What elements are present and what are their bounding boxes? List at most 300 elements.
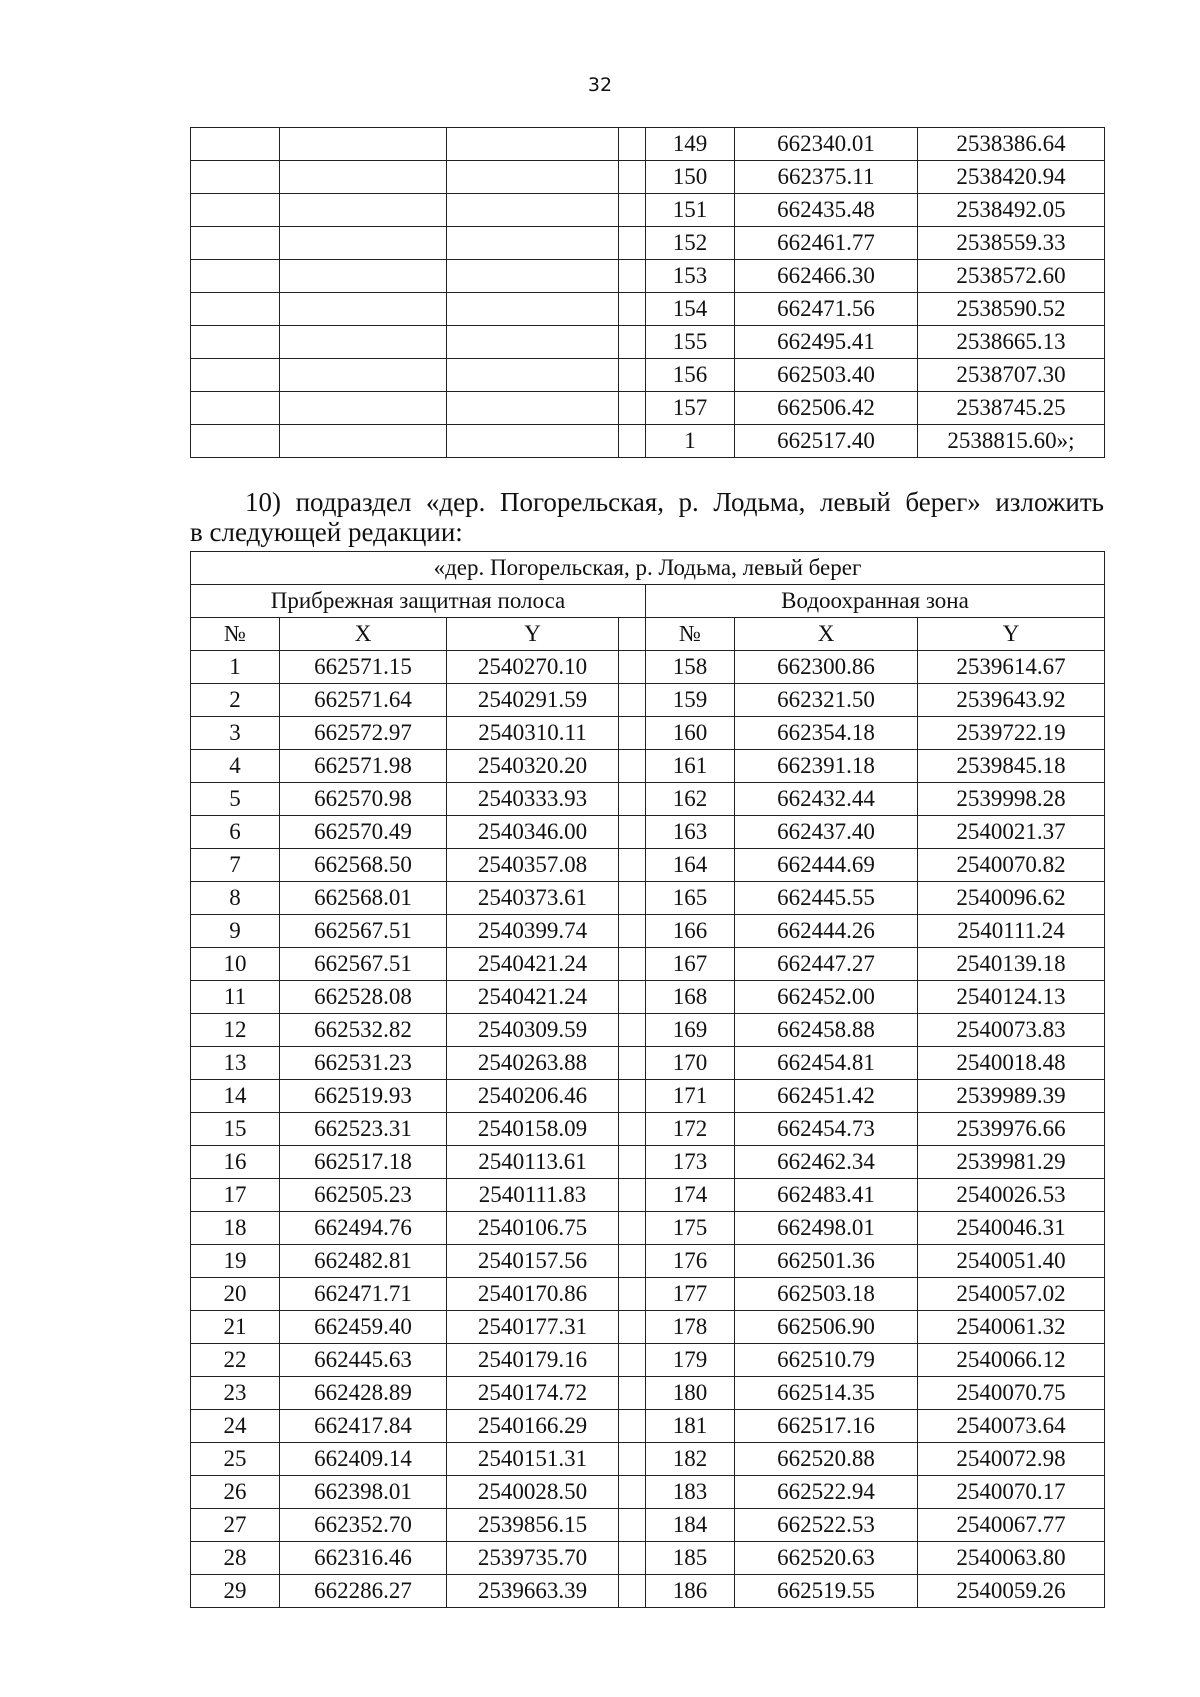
point-number: 24 xyxy=(191,1410,280,1443)
y-coordinate: 2539976.66 xyxy=(918,1113,1105,1146)
y-coordinate: 2540124.13 xyxy=(918,981,1105,1014)
point-number: 153 xyxy=(646,260,735,293)
y-coordinate: 2540111.24 xyxy=(918,915,1105,948)
x-coordinate: 662428.89 xyxy=(280,1377,447,1410)
table-row xyxy=(191,359,1105,392)
point-number: 172 xyxy=(646,1113,735,1146)
y-coordinate: 2540151.31 xyxy=(447,1443,619,1476)
point-number: 157 xyxy=(646,392,735,425)
y-coordinate: 2538492.05 xyxy=(918,194,1105,227)
point-number: 161 xyxy=(646,750,735,783)
point-number: 159 xyxy=(646,684,735,717)
empty-cell xyxy=(280,194,447,227)
x-coordinate: 662482.81 xyxy=(280,1245,447,1278)
y-coordinate: 2540113.61 xyxy=(447,1146,619,1179)
point-number: 184 xyxy=(646,1509,735,1542)
x-coordinate: 662514.35 xyxy=(735,1377,918,1410)
x-coordinate: 662494.76 xyxy=(280,1212,447,1245)
y-coordinate: 2538420.94 xyxy=(918,161,1105,194)
y-coordinate: 2540421.24 xyxy=(447,948,619,981)
x-coordinate: 662398.01 xyxy=(280,1476,447,1509)
empty-cell xyxy=(619,194,646,227)
empty-cell xyxy=(619,326,646,359)
point-number: 158 xyxy=(646,651,735,684)
table-row xyxy=(191,1212,1105,1245)
spacer-cell xyxy=(619,1278,646,1311)
point-number: 168 xyxy=(646,981,735,1014)
point-number: 15 xyxy=(191,1113,280,1146)
x-coordinate: 662520.88 xyxy=(735,1443,918,1476)
x-coordinate: 662447.27 xyxy=(735,948,918,981)
x-coordinate: 662451.42 xyxy=(735,1080,918,1113)
y-coordinate: 2539663.39 xyxy=(447,1575,619,1608)
table-row xyxy=(191,1377,1105,1410)
x-coordinate: 662483.41 xyxy=(735,1179,918,1212)
point-number: 163 xyxy=(646,816,735,849)
y-coordinate: 2540057.02 xyxy=(918,1278,1105,1311)
point-number: 160 xyxy=(646,717,735,750)
point-number: 17 xyxy=(191,1179,280,1212)
table-row xyxy=(191,161,1105,194)
y-coordinate: 2538386.64 xyxy=(918,128,1105,161)
point-number: 173 xyxy=(646,1146,735,1179)
point-number: 9 xyxy=(191,915,280,948)
empty-cell xyxy=(191,128,280,161)
point-number: 20 xyxy=(191,1278,280,1311)
spacer-cell xyxy=(619,1575,646,1608)
point-number: 185 xyxy=(646,1542,735,1575)
x-coordinate: 662316.46 xyxy=(280,1542,447,1575)
y-coordinate: 2540421.24 xyxy=(447,981,619,1014)
spacer-cell xyxy=(619,684,646,717)
empty-cell xyxy=(447,161,619,194)
table-row xyxy=(191,1443,1105,1476)
point-number: 29 xyxy=(191,1575,280,1608)
point-number: 180 xyxy=(646,1377,735,1410)
spacer-cell xyxy=(619,1179,646,1212)
paragraph-line-2: в следующей редакции: xyxy=(190,517,463,547)
y-coordinate: 2539981.29 xyxy=(918,1146,1105,1179)
x-coordinate: 662444.26 xyxy=(735,915,918,948)
table-row xyxy=(191,1179,1105,1212)
y-coordinate: 2540111.83 xyxy=(447,1179,619,1212)
y-coordinate: 2540270.10 xyxy=(447,651,619,684)
x-coordinate: 662435.48 xyxy=(735,194,918,227)
point-number: 27 xyxy=(191,1509,280,1542)
table-row xyxy=(191,684,1105,717)
spacer-cell xyxy=(619,849,646,882)
empty-cell xyxy=(191,260,280,293)
spacer-cell xyxy=(619,783,646,816)
point-number: 169 xyxy=(646,1014,735,1047)
y-coordinate: 2540070.17 xyxy=(918,1476,1105,1509)
y-coordinate: 2539722.19 xyxy=(918,717,1105,750)
table-row xyxy=(191,326,1105,359)
spacer-cell xyxy=(619,1509,646,1542)
x-coordinate: 662409.14 xyxy=(280,1443,447,1476)
empty-cell xyxy=(280,425,447,458)
empty-cell xyxy=(447,227,619,260)
point-number: 26 xyxy=(191,1476,280,1509)
spacer-cell xyxy=(619,1542,646,1575)
x-coordinate: 662466.30 xyxy=(735,260,918,293)
empty-cell xyxy=(280,293,447,326)
table-row xyxy=(191,849,1105,882)
x-coordinate: 662571.15 xyxy=(280,651,447,684)
y-coordinate: 2540021.37 xyxy=(918,816,1105,849)
point-number: 178 xyxy=(646,1311,735,1344)
point-number: 12 xyxy=(191,1014,280,1047)
empty-cell xyxy=(191,161,280,194)
point-number: 170 xyxy=(646,1047,735,1080)
point-number: 2 xyxy=(191,684,280,717)
point-number: 181 xyxy=(646,1410,735,1443)
empty-cell xyxy=(191,359,280,392)
x-coordinate: 662432.44 xyxy=(735,783,918,816)
point-number: 18 xyxy=(191,1212,280,1245)
table-row xyxy=(191,1542,1105,1575)
spacer-cell xyxy=(619,1344,646,1377)
x-coordinate: 662417.84 xyxy=(280,1410,447,1443)
x-coordinate: 662454.81 xyxy=(735,1047,918,1080)
point-number: 4 xyxy=(191,750,280,783)
col-header-number: № xyxy=(191,618,280,651)
spacer-cell xyxy=(619,1113,646,1146)
spacer-cell xyxy=(619,1014,646,1047)
x-coordinate: 662517.18 xyxy=(280,1146,447,1179)
table-row xyxy=(191,194,1105,227)
x-coordinate: 662321.50 xyxy=(735,684,918,717)
col-header-x: X xyxy=(280,618,447,651)
table-row xyxy=(191,1047,1105,1080)
x-coordinate: 662532.82 xyxy=(280,1014,447,1047)
table-row xyxy=(191,128,1105,161)
y-coordinate: 2540346.00 xyxy=(447,816,619,849)
y-coordinate: 2539735.70 xyxy=(447,1542,619,1575)
y-coordinate: 2540066.12 xyxy=(918,1344,1105,1377)
y-coordinate: 2540291.59 xyxy=(447,684,619,717)
point-number: 8 xyxy=(191,882,280,915)
y-coordinate: 2540018.48 xyxy=(918,1047,1105,1080)
table-row xyxy=(191,1278,1105,1311)
y-coordinate: 2540028.50 xyxy=(447,1476,619,1509)
x-coordinate: 662437.40 xyxy=(735,816,918,849)
y-coordinate: 2540073.64 xyxy=(918,1410,1105,1443)
y-coordinate: 2540070.82 xyxy=(918,849,1105,882)
point-number: 25 xyxy=(191,1443,280,1476)
y-coordinate: 2540399.74 xyxy=(447,915,619,948)
x-coordinate: 662501.36 xyxy=(735,1245,918,1278)
y-coordinate: 2538665.13 xyxy=(918,326,1105,359)
empty-cell xyxy=(191,425,280,458)
spacer-cell xyxy=(619,651,646,684)
y-coordinate: 2540263.88 xyxy=(447,1047,619,1080)
point-number: 21 xyxy=(191,1311,280,1344)
spacer-cell xyxy=(619,882,646,915)
table-row xyxy=(191,1146,1105,1179)
table-row xyxy=(191,1575,1105,1608)
point-number: 167 xyxy=(646,948,735,981)
table-row xyxy=(191,260,1105,293)
x-coordinate: 662571.64 xyxy=(280,684,447,717)
spacer-cell xyxy=(619,915,646,948)
y-coordinate: 2540059.26 xyxy=(918,1575,1105,1608)
y-coordinate: 2538815.60»; xyxy=(918,425,1105,458)
point-number: 23 xyxy=(191,1377,280,1410)
y-coordinate: 2540373.61 xyxy=(447,882,619,915)
point-number: 182 xyxy=(646,1443,735,1476)
col-header-x: X xyxy=(735,618,918,651)
empty-cell xyxy=(280,227,447,260)
x-coordinate: 662568.50 xyxy=(280,849,447,882)
empty-cell xyxy=(191,392,280,425)
spacer-cell xyxy=(619,717,646,750)
y-coordinate: 2540158.09 xyxy=(447,1113,619,1146)
empty-cell xyxy=(280,326,447,359)
y-coordinate: 2540106.75 xyxy=(447,1212,619,1245)
point-number: 174 xyxy=(646,1179,735,1212)
point-number: 150 xyxy=(646,161,735,194)
y-coordinate: 2540170.86 xyxy=(447,1278,619,1311)
point-number: 171 xyxy=(646,1080,735,1113)
empty-cell xyxy=(619,425,646,458)
x-coordinate: 662444.69 xyxy=(735,849,918,882)
table-row xyxy=(191,1476,1105,1509)
empty-cell xyxy=(280,359,447,392)
spacer-cell xyxy=(619,1146,646,1179)
spacer-cell xyxy=(619,1476,646,1509)
y-coordinate: 2538745.25 xyxy=(918,392,1105,425)
point-number: 13 xyxy=(191,1047,280,1080)
table-row xyxy=(191,293,1105,326)
point-number: 154 xyxy=(646,293,735,326)
table-row xyxy=(191,882,1105,915)
point-number: 16 xyxy=(191,1146,280,1179)
x-coordinate: 662506.42 xyxy=(735,392,918,425)
empty-cell xyxy=(191,326,280,359)
point-number: 1 xyxy=(191,651,280,684)
point-number: 3 xyxy=(191,717,280,750)
empty-cell xyxy=(191,293,280,326)
x-coordinate: 662506.90 xyxy=(735,1311,918,1344)
x-coordinate: 662471.71 xyxy=(280,1278,447,1311)
x-coordinate: 662503.40 xyxy=(735,359,918,392)
spacer-cell xyxy=(619,948,646,981)
spacer-cell xyxy=(619,1410,646,1443)
y-coordinate: 2540179.16 xyxy=(447,1344,619,1377)
point-number: 186 xyxy=(646,1575,735,1608)
page-number: 32 xyxy=(587,74,613,96)
y-coordinate: 2540046.31 xyxy=(918,1212,1105,1245)
x-coordinate: 662461.77 xyxy=(735,227,918,260)
empty-cell xyxy=(447,260,619,293)
table-row xyxy=(191,915,1105,948)
y-coordinate: 2540206.46 xyxy=(447,1080,619,1113)
empty-cell xyxy=(280,392,447,425)
point-number: 177 xyxy=(646,1278,735,1311)
col-header-number: № xyxy=(646,618,735,651)
table-row xyxy=(191,981,1105,1014)
empty-cell xyxy=(280,128,447,161)
y-coordinate: 2539989.39 xyxy=(918,1080,1105,1113)
y-coordinate: 2539643.92 xyxy=(918,684,1105,717)
y-coordinate: 2540072.98 xyxy=(918,1443,1105,1476)
y-coordinate: 2539856.15 xyxy=(447,1509,619,1542)
y-coordinate: 2540073.83 xyxy=(918,1014,1105,1047)
empty-cell xyxy=(619,260,646,293)
table-row xyxy=(191,816,1105,849)
y-coordinate: 2540174.72 xyxy=(447,1377,619,1410)
empty-cell xyxy=(280,161,447,194)
table-row xyxy=(191,948,1105,981)
y-coordinate: 2539614.67 xyxy=(918,651,1105,684)
amendment-paragraph xyxy=(190,487,1120,547)
table-row xyxy=(191,783,1105,816)
table-row xyxy=(191,1113,1105,1146)
paragraph-line-1: 10) подраздел «дер. Погорельская, р. Лодьма, левый берег» изложить xyxy=(245,487,1104,517)
y-coordinate: 2540051.40 xyxy=(918,1245,1105,1278)
x-coordinate: 662517.40 xyxy=(735,425,918,458)
x-coordinate: 662498.01 xyxy=(735,1212,918,1245)
empty-cell xyxy=(447,194,619,227)
y-coordinate: 2538707.30 xyxy=(918,359,1105,392)
x-coordinate: 662570.49 xyxy=(280,816,447,849)
x-coordinate: 662568.01 xyxy=(280,882,447,915)
y-coordinate: 2540139.18 xyxy=(918,948,1105,981)
table-row xyxy=(191,651,1105,684)
point-number: 179 xyxy=(646,1344,735,1377)
x-coordinate: 662375.11 xyxy=(735,161,918,194)
x-coordinate: 662572.97 xyxy=(280,717,447,750)
x-coordinate: 662570.98 xyxy=(280,783,447,816)
x-coordinate: 662503.18 xyxy=(735,1278,918,1311)
y-coordinate: 2538590.52 xyxy=(918,293,1105,326)
col-header-y: Y xyxy=(447,618,619,651)
x-coordinate: 662522.53 xyxy=(735,1509,918,1542)
y-coordinate: 2540177.31 xyxy=(447,1311,619,1344)
y-coordinate: 2540309.59 xyxy=(447,1014,619,1047)
empty-cell xyxy=(447,425,619,458)
point-number: 152 xyxy=(646,227,735,260)
y-coordinate: 2540310.11 xyxy=(447,717,619,750)
x-coordinate: 662567.51 xyxy=(280,948,447,981)
empty-cell xyxy=(191,227,280,260)
x-coordinate: 662567.51 xyxy=(280,915,447,948)
table-row xyxy=(191,1080,1105,1113)
point-number: 176 xyxy=(646,1245,735,1278)
table-row xyxy=(191,227,1105,260)
point-number: 165 xyxy=(646,882,735,915)
empty-cell xyxy=(191,194,280,227)
water-protection-zone-header: Водоохранная зона xyxy=(646,585,1105,618)
point-number: 6 xyxy=(191,816,280,849)
x-coordinate: 662523.31 xyxy=(280,1113,447,1146)
x-coordinate: 662510.79 xyxy=(735,1344,918,1377)
y-coordinate: 2540061.32 xyxy=(918,1311,1105,1344)
y-coordinate: 2538572.60 xyxy=(918,260,1105,293)
spacer-cell xyxy=(619,1311,646,1344)
y-coordinate: 2540333.93 xyxy=(447,783,619,816)
spacer-cell xyxy=(619,1047,646,1080)
empty-cell xyxy=(447,293,619,326)
point-number: 10 xyxy=(191,948,280,981)
empty-cell xyxy=(447,392,619,425)
table-row xyxy=(191,425,1105,458)
empty-cell xyxy=(619,128,646,161)
y-coordinate: 2540320.20 xyxy=(447,750,619,783)
table-row xyxy=(191,1245,1105,1278)
empty-cell xyxy=(447,326,619,359)
col-header-y: Y xyxy=(918,618,1105,651)
x-coordinate: 662454.73 xyxy=(735,1113,918,1146)
y-coordinate: 2539845.18 xyxy=(918,750,1105,783)
spacer-cell xyxy=(619,1212,646,1245)
x-coordinate: 662462.34 xyxy=(735,1146,918,1179)
x-coordinate: 662340.01 xyxy=(735,128,918,161)
spacer-cell xyxy=(619,1245,646,1278)
x-coordinate: 662391.18 xyxy=(735,750,918,783)
empty-cell xyxy=(619,293,646,326)
x-coordinate: 662519.93 xyxy=(280,1080,447,1113)
point-number: 183 xyxy=(646,1476,735,1509)
x-coordinate: 662495.41 xyxy=(735,326,918,359)
y-coordinate: 2540157.56 xyxy=(447,1245,619,1278)
table-row xyxy=(191,1344,1105,1377)
x-coordinate: 662522.94 xyxy=(735,1476,918,1509)
x-coordinate: 662352.70 xyxy=(280,1509,447,1542)
spacer-cell xyxy=(619,1377,646,1410)
table-row xyxy=(191,1410,1105,1443)
coordinates-table-continued xyxy=(190,127,1105,458)
table-row xyxy=(191,392,1105,425)
spacer-cell xyxy=(619,750,646,783)
x-coordinate: 662459.40 xyxy=(280,1311,447,1344)
x-coordinate: 662300.86 xyxy=(735,651,918,684)
point-number: 151 xyxy=(646,194,735,227)
point-number: 19 xyxy=(191,1245,280,1278)
empty-cell xyxy=(619,161,646,194)
x-coordinate: 662520.63 xyxy=(735,1542,918,1575)
point-number: 175 xyxy=(646,1212,735,1245)
x-coordinate: 662458.88 xyxy=(735,1014,918,1047)
point-number: 28 xyxy=(191,1542,280,1575)
x-coordinate: 662471.56 xyxy=(735,293,918,326)
point-number: 155 xyxy=(646,326,735,359)
x-coordinate: 662445.63 xyxy=(280,1344,447,1377)
spacer-cell xyxy=(619,1443,646,1476)
table-row xyxy=(191,1311,1105,1344)
point-number: 5 xyxy=(191,783,280,816)
table-row xyxy=(191,1509,1105,1542)
x-coordinate: 662531.23 xyxy=(280,1047,447,1080)
y-coordinate: 2540070.75 xyxy=(918,1377,1105,1410)
x-coordinate: 662519.55 xyxy=(735,1575,918,1608)
point-number: 164 xyxy=(646,849,735,882)
empty-cell xyxy=(280,260,447,293)
x-coordinate: 662505.23 xyxy=(280,1179,447,1212)
empty-cell xyxy=(619,227,646,260)
y-coordinate: 2540166.29 xyxy=(447,1410,619,1443)
y-coordinate: 2538559.33 xyxy=(918,227,1105,260)
empty-cell xyxy=(619,392,646,425)
y-coordinate: 2540096.62 xyxy=(918,882,1105,915)
point-number: 156 xyxy=(646,359,735,392)
point-number: 22 xyxy=(191,1344,280,1377)
spacer-cell xyxy=(619,1080,646,1113)
empty-cell xyxy=(447,128,619,161)
x-coordinate: 662354.18 xyxy=(735,717,918,750)
y-coordinate: 2540357.08 xyxy=(447,849,619,882)
